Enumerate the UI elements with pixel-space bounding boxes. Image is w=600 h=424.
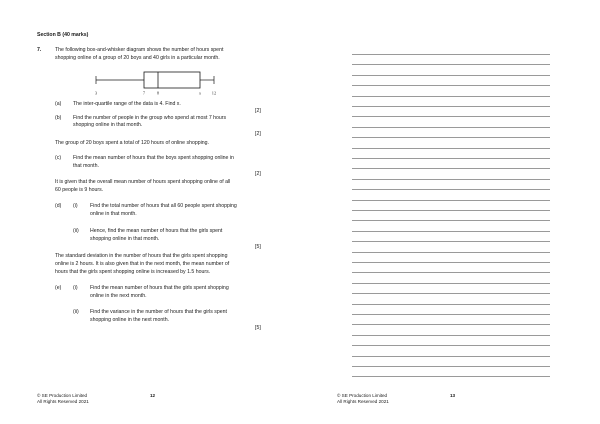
part-e-ii-label: (ii) xyxy=(73,309,79,315)
part-d-i-label: (i) xyxy=(73,203,78,209)
footer-right-rights: All Rights Reserved 2021 xyxy=(337,399,389,404)
part-e-i-line2: online in the next month. xyxy=(90,293,147,299)
label-median: 8 xyxy=(156,90,160,96)
stem-boys: The group of 20 boys spent a total of 120 hours of online shopping. xyxy=(55,140,210,146)
part-b-marks: [2] xyxy=(255,131,261,137)
stem-sd-line2: online is 2 hours. It is also given that in the next month, the mean number of xyxy=(55,261,230,267)
part-c-line2: that month. xyxy=(73,163,99,169)
answer-line xyxy=(352,220,550,221)
label-q3: x xyxy=(198,90,202,96)
answer-line xyxy=(352,189,550,190)
stem-overall-line1: It is given that the overall mean number of hours spent shopping online of all xyxy=(55,179,231,185)
answer-line xyxy=(352,272,550,273)
footer-left-rights: All Rights Reserved 2021 xyxy=(37,399,89,404)
answer-line xyxy=(352,96,550,97)
part-a-text: The inter-quartile range of the data is 4. Find x. xyxy=(73,101,181,107)
answer-line xyxy=(352,116,550,117)
answer-line xyxy=(352,137,550,138)
part-d-label: (d) xyxy=(55,203,62,209)
part-e-ii-line1: Find the variance in the number of hours that the girls spent xyxy=(90,309,227,315)
part-d-i-line1: Find the total number of hours that all 60 people spent shopping xyxy=(90,203,237,209)
answer-line xyxy=(352,252,550,253)
answer-line xyxy=(352,283,550,284)
answer-line xyxy=(352,262,550,263)
footer-left-copyright: © SE Production Limited xyxy=(37,393,88,398)
answer-line xyxy=(352,345,550,346)
part-a-label: (a) xyxy=(55,101,62,107)
label-max: 12 xyxy=(211,90,217,96)
answer-line xyxy=(352,127,550,128)
part-e-ii-line2: shopping online in the next month. xyxy=(90,317,170,323)
answer-line xyxy=(352,231,550,232)
answer-line xyxy=(352,179,550,180)
answer-line xyxy=(352,314,550,315)
answer-line xyxy=(352,85,550,86)
part-d-ii-line2: shopping online in that month. xyxy=(90,236,160,242)
answer-line xyxy=(352,376,550,377)
stem-overall-line2: 60 people is 9 hours. xyxy=(55,187,104,193)
part-e-i-label: (i) xyxy=(73,285,78,291)
right-page xyxy=(300,0,600,424)
part-d-marks: [5] xyxy=(255,244,261,250)
answer-line xyxy=(352,200,550,201)
label-q1: 7 xyxy=(142,90,146,96)
answer-line xyxy=(352,106,550,107)
answer-line xyxy=(352,210,550,211)
part-a-marks: [2] xyxy=(255,108,261,114)
question-intro-line1: The following box-and-whisker diagram shows the number of hours spent xyxy=(55,47,224,53)
answer-line xyxy=(352,324,550,325)
part-d-i-line2: online in that month. xyxy=(90,211,137,217)
answer-line xyxy=(352,158,550,159)
footer-right-copyright: © SE Production Limited xyxy=(337,393,388,398)
part-d-ii-label: (ii) xyxy=(73,228,79,234)
label-min: 3 xyxy=(94,90,98,96)
box-whisker-diagram xyxy=(90,64,230,96)
answer-line xyxy=(352,335,550,336)
part-b-label: (b) xyxy=(55,115,62,121)
answer-line xyxy=(352,366,550,367)
section-title: Section B (40 marks) xyxy=(37,32,89,38)
answer-line xyxy=(352,54,550,55)
question-number: 7. xyxy=(37,47,42,53)
footer-right-page-number: 13 xyxy=(450,393,456,398)
part-b-line2: shopping online in that month. xyxy=(73,122,143,128)
part-c-marks: [2] xyxy=(255,171,261,177)
part-c-line1: Find the mean number of hours that the boys spent shopping online in xyxy=(73,155,234,161)
stem-sd-line1: The standard deviation in the number of hours that the girls spent shopping xyxy=(55,253,228,259)
answer-line xyxy=(352,241,550,242)
footer-left-page-number: 12 xyxy=(150,393,156,398)
part-e-i-line1: Find the mean number of hours that the girls spent shopping xyxy=(90,285,229,291)
part-e-marks: [5] xyxy=(255,325,261,331)
part-c-label: (c) xyxy=(55,155,62,161)
answer-line xyxy=(352,304,550,305)
answer-line xyxy=(352,168,550,169)
stem-sd-line3: hours that the girls spent shopping online is increased by 1.5 hours. xyxy=(55,269,211,275)
part-d-ii-line1: Hence, find the mean number of hours that the girls spent xyxy=(90,228,223,234)
answer-line xyxy=(352,293,550,294)
part-b-line1: Find the number of people in the group who spend at most 7 hours xyxy=(73,115,227,121)
part-e-label: (e) xyxy=(55,285,62,291)
answer-line xyxy=(352,356,550,357)
answer-line xyxy=(352,75,550,76)
answer-line xyxy=(352,64,550,65)
answer-line xyxy=(352,148,550,149)
question-intro-line2: shopping online of a group of 20 boys and 40 girls in a particular month. xyxy=(55,55,220,61)
box xyxy=(144,72,200,88)
